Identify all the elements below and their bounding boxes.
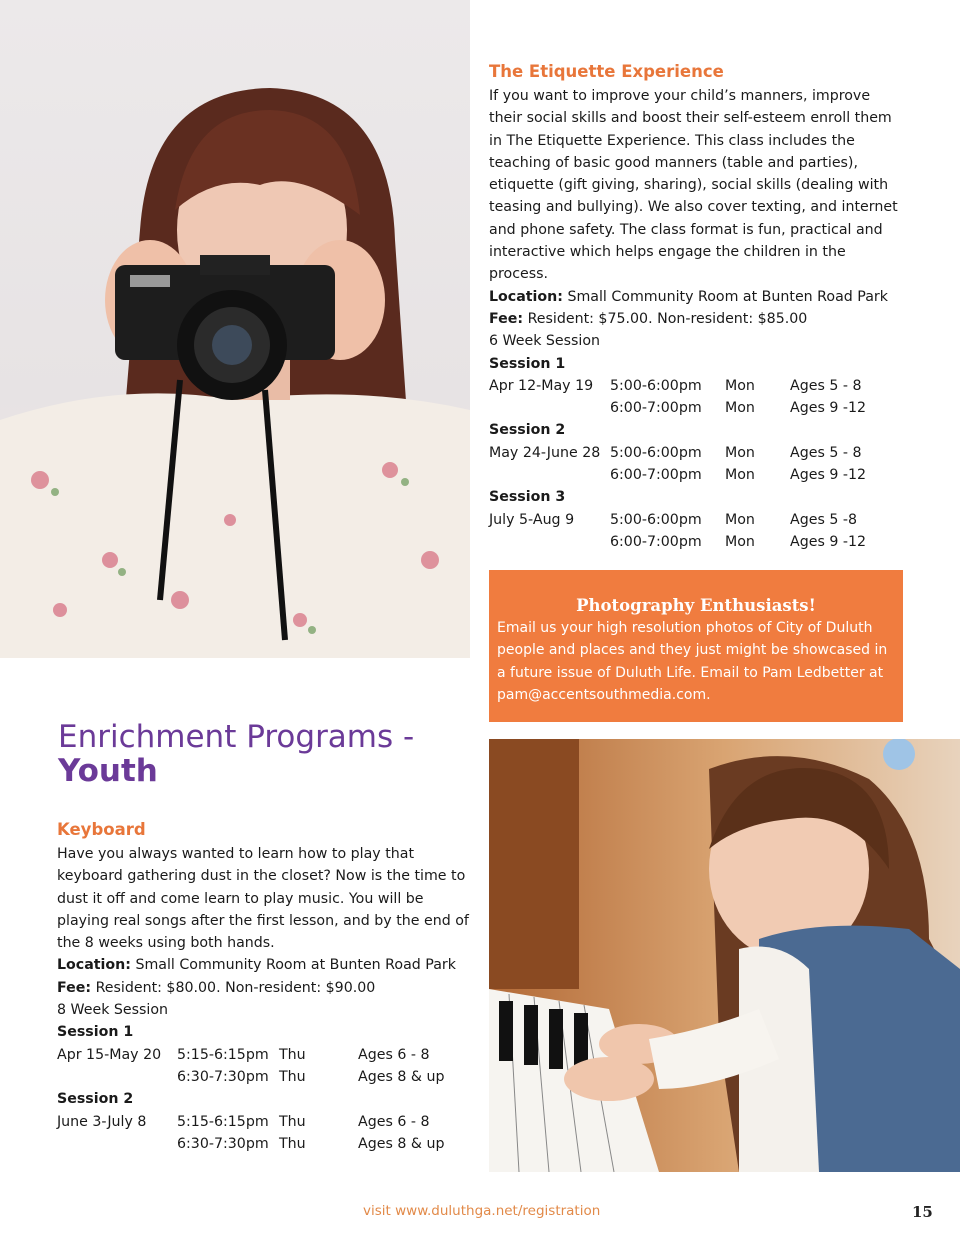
keyboard-description: Have you always wanted to learn how to play that keyboard gathering dust in the closet? Now is the time to dust it off and come learn to play music. You will be playing real songs after the first lesson, and by the end of the 8 weeks using both hands. bbox=[57, 846, 469, 952]
location-value: Small Community Room at Bunten Road Park bbox=[567, 288, 888, 305]
photo-woman-with-camera bbox=[0, 0, 470, 658]
row-dates bbox=[57, 1066, 177, 1088]
keyboard-session-1 bbox=[57, 1021, 477, 1088]
callout-title: Photography Enthusiasts! bbox=[576, 596, 816, 615]
etiquette-fee bbox=[489, 308, 899, 330]
etiquette-session-1 bbox=[489, 353, 899, 420]
callout-text: Email us your high resolution photos of City of Duluth people and places and they just might be showcased in a future issue of Duluth Life. Email to Pam Ledbetter at pam@accentsouthmedia.com. bbox=[497, 620, 888, 703]
session-title: Session 1 bbox=[57, 1024, 134, 1041]
fee-value: Resident: $75.00. Non-resident: $85.00 bbox=[527, 310, 808, 327]
photo-woman-illustration bbox=[0, 0, 470, 658]
row-day: Mon bbox=[725, 533, 755, 550]
keyboard-section bbox=[57, 820, 477, 1155]
etiquette-title: The Etiquette Experience bbox=[489, 62, 724, 81]
session-length: 6 Week Session bbox=[489, 333, 601, 350]
row-ages: Ages 9 -12 bbox=[790, 467, 867, 484]
location-label: Location: bbox=[57, 957, 131, 974]
row-time: 5:15-6:15pm bbox=[177, 1113, 269, 1130]
row-time: 5:00-6:00pm bbox=[610, 377, 702, 394]
location-value: Small Community Room at Bunten Road Park bbox=[135, 957, 456, 974]
row-day: Mon bbox=[725, 377, 755, 394]
row-day: Mon bbox=[725, 444, 755, 461]
row-ages: Ages 9 -12 bbox=[790, 533, 867, 550]
etiquette-session-2 bbox=[489, 419, 899, 486]
row-time: 5:15-6:15pm bbox=[177, 1046, 269, 1063]
keyboard-location bbox=[57, 954, 477, 976]
row-time: 6:00-7:00pm bbox=[610, 400, 702, 417]
row-day: Thu bbox=[279, 1135, 306, 1152]
schedule-row bbox=[57, 1111, 477, 1133]
schedule-row bbox=[489, 442, 899, 464]
row-ages: Ages 9 -12 bbox=[790, 400, 867, 417]
schedule-row bbox=[57, 1133, 477, 1155]
photo-girl-at-piano bbox=[489, 739, 960, 1172]
etiquette-section bbox=[489, 62, 899, 553]
row-ages: Ages 6 - 8 bbox=[358, 1046, 430, 1063]
schedule-row bbox=[489, 397, 899, 419]
registration-link[interactable]: visit www.duluthga.net/registration bbox=[363, 1203, 601, 1219]
row-dates bbox=[57, 1133, 177, 1155]
session-title: Session 2 bbox=[489, 422, 566, 439]
schedule-row bbox=[489, 531, 899, 553]
row-time: 6:00-7:00pm bbox=[610, 467, 702, 484]
etiquette-location bbox=[489, 286, 899, 308]
row-dates: Apr 15-May 20 bbox=[57, 1046, 162, 1063]
row-dates bbox=[489, 397, 610, 419]
page-title bbox=[58, 720, 458, 788]
row-day: Mon bbox=[725, 511, 755, 528]
row-ages: Ages 8 & up bbox=[358, 1135, 445, 1152]
location-label: Location: bbox=[489, 288, 563, 305]
session-length: 8 Week Session bbox=[57, 1002, 169, 1019]
row-day: Mon bbox=[725, 400, 755, 417]
row-ages: Ages 6 - 8 bbox=[358, 1113, 430, 1130]
row-dates bbox=[489, 464, 610, 486]
row-time: 6:00-7:00pm bbox=[610, 533, 702, 550]
keyboard-title: Keyboard bbox=[57, 820, 146, 839]
row-day: Thu bbox=[279, 1068, 306, 1085]
row-day: Mon bbox=[725, 467, 755, 484]
fee-value: Resident: $80.00. Non-resident: $90.00 bbox=[95, 979, 376, 996]
row-time: 5:00-6:00pm bbox=[610, 444, 702, 461]
page-title-line2: Youth bbox=[58, 753, 158, 789]
session-title: Session 1 bbox=[489, 355, 566, 372]
row-dates: Apr 12-May 19 bbox=[489, 377, 594, 394]
session-title: Session 3 bbox=[489, 489, 566, 506]
schedule-row bbox=[489, 509, 899, 531]
row-time: 6:30-7:30pm bbox=[177, 1135, 269, 1152]
photo-girl-illustration bbox=[489, 739, 960, 1172]
row-time: 5:00-6:00pm bbox=[610, 511, 702, 528]
row-dates bbox=[489, 531, 610, 553]
row-ages: Ages 5 - 8 bbox=[790, 377, 862, 394]
keyboard-fee bbox=[57, 977, 477, 999]
etiquette-session-3 bbox=[489, 486, 899, 553]
schedule-row bbox=[57, 1066, 477, 1088]
row-ages: Ages 5 -8 bbox=[790, 511, 858, 528]
schedule-row bbox=[489, 375, 899, 397]
page-title-line1: Enrichment Programs - bbox=[58, 719, 415, 755]
fee-label: Fee: bbox=[57, 979, 92, 996]
fee-label: Fee: bbox=[489, 310, 524, 327]
keyboard-session-2 bbox=[57, 1088, 477, 1155]
row-dates: July 5-Aug 9 bbox=[489, 511, 575, 528]
schedule-row bbox=[57, 1044, 477, 1066]
schedule-row bbox=[489, 464, 899, 486]
photography-callout bbox=[489, 570, 903, 722]
row-dates: June 3-July 8 bbox=[57, 1113, 147, 1130]
row-ages: Ages 8 & up bbox=[358, 1068, 445, 1085]
etiquette-description: If you want to improve your child’s manners, improve their social skills and boost their self-esteem enroll them in The Etiquette Experience. This class includes the teaching of basic good manners (table and parties), etiquette (gift giving, sharing), social skills (dealing with teasing and bullying). We also cover texting, and internet and phone safety. The class format is fun, practical and interactive which helps engage the children in the process. bbox=[489, 88, 898, 283]
row-day: Thu bbox=[279, 1113, 306, 1130]
row-time: 6:30-7:30pm bbox=[177, 1068, 269, 1085]
row-dates: May 24-June 28 bbox=[489, 444, 601, 461]
session-title: Session 2 bbox=[57, 1091, 134, 1108]
page-number: 15 bbox=[912, 1203, 933, 1221]
row-ages: Ages 5 - 8 bbox=[790, 444, 862, 461]
row-day: Thu bbox=[279, 1046, 306, 1063]
